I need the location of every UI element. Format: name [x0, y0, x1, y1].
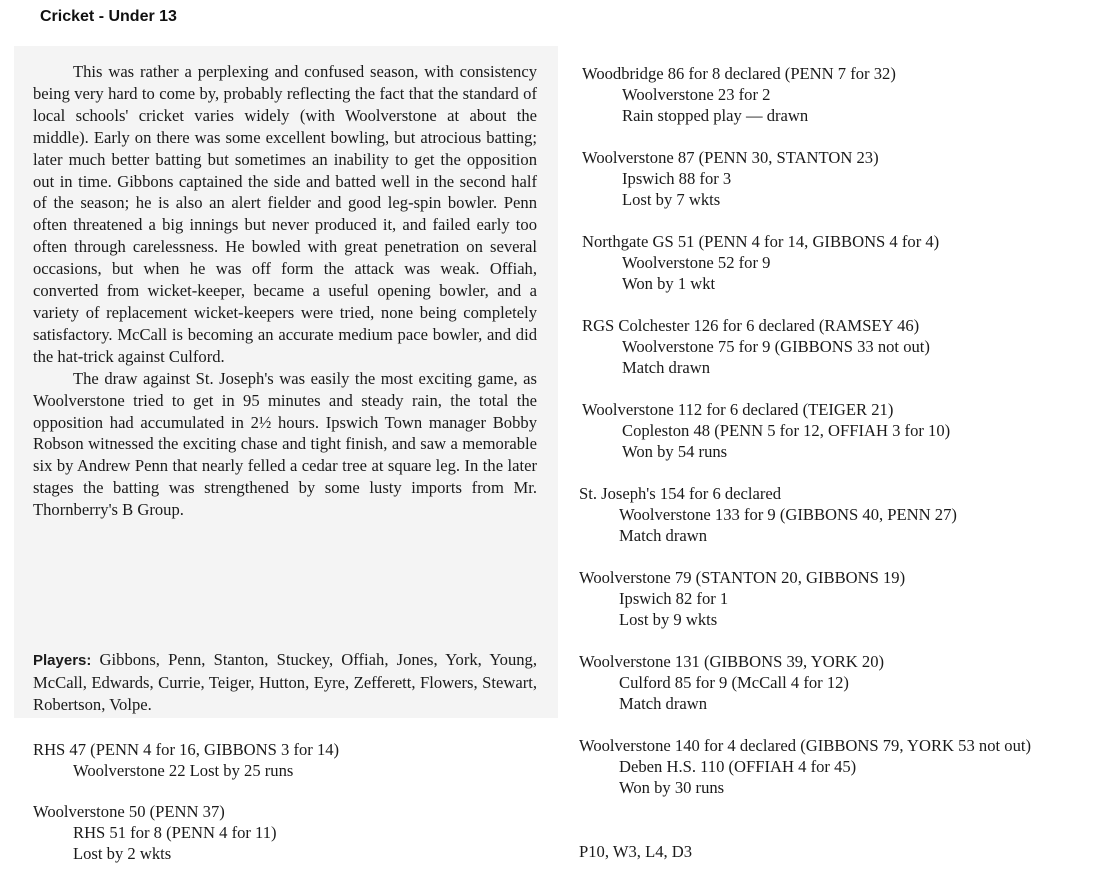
match-line: Won by 30 runs: [619, 778, 725, 797]
match-line: Lost by 9 wkts: [619, 610, 718, 629]
match-line: Woolverstone 22 Lost by 25 runs: [73, 761, 294, 780]
match-line: Lost by 2 wkts: [73, 844, 172, 863]
match-line: Won by 1 wkt: [622, 274, 716, 293]
match-line: Woolverstone 131 (GIBBONS 39, YORK 20): [579, 652, 885, 671]
match-result: [582, 63, 896, 126]
match-line: RGS Colchester 126 for 6 declared (RAMSEY 46): [582, 316, 920, 335]
season-summary: P10, W3, L4, D3: [579, 842, 693, 861]
match-line: Woolverstone 87 (PENN 30, STANTON 23): [582, 148, 879, 167]
match-result: [579, 735, 1084, 798]
report-paragraph: The draw against St. Joseph's was easily the most exciting game, as Woolverstone tried to get in 95 minutes and steady rain, the total the opposition had accumulated in 2½ hours. Ipswich Town manager Bobby Robson witnessed the exciting chase and tight finish, and saw a memorable six by Andrew Penn that nearly felled a cedar tree at square leg. In the later stages the batting was strengthened by some lusty imports from Mr. Thornberry's B Group.: [33, 368, 537, 520]
match-result: [33, 739, 339, 781]
match-line: St. Joseph's 154 for 6 declared: [579, 484, 782, 503]
match-line: Ipswich 88 for 3: [622, 169, 732, 188]
match-result: [579, 651, 884, 714]
match-line: Woolverstone 75 for 9 (GIBBONS 33 not out): [622, 337, 930, 356]
page-title: Cricket - Under 13: [40, 8, 177, 25]
match-result: [582, 315, 930, 378]
players-list: [33, 649, 537, 716]
match-line: Woolverstone 50 (PENN 37): [33, 802, 225, 821]
players-label: Players:: [33, 652, 92, 669]
match-line: Match drawn: [619, 526, 708, 545]
match-result: [579, 483, 957, 546]
match-result: [579, 567, 905, 630]
match-result: [33, 801, 277, 864]
match-line: Woolverstone 79 (STANTON 20, GIBBONS 19): [579, 568, 906, 587]
match-line: Northgate GS 51 (PENN 4 for 14, GIBBONS 4 for 4): [582, 232, 940, 251]
report-paragraph: This was rather a perplexing and confused season, with consistency being very hard to come by, probably reflecting the fact that the standard of local schools' cricket varies widely (with Woolverstone at about the middle). Early on there was some excellent bowling, but atrocious batting; later much better batting but sometimes an inability to get the opposition out in time. Gibbons captained the side and batted well in the second half of the season; he is also an alert fielder and good leg-spin bowler. Penn often threatened a big innings but never produced it, and failed early too often through carelessness. He bowled with great penetration on several occasions, but when he was off form the attack was weak. Offiah, converted from wicket-keeper, became a useful opening bowler, and a variety of replacement wicket-keepers were tried, none being completely satisfactory. McCall is becoming an accurate medium pace bowler, and did the hat-trick against Culford.: [33, 62, 537, 366]
match-result: [582, 147, 879, 210]
match-line: Match drawn: [619, 694, 708, 713]
match-line: Ipswich 82 for 1: [619, 589, 729, 608]
match-result: [582, 231, 939, 294]
match-line: Woolverstone 112 for 6 declared (TEIGER 21): [582, 400, 894, 419]
match-line: Won by 54 runs: [622, 442, 728, 461]
match-line: Woolverstone 23 for 2: [622, 85, 771, 104]
match-line: Lost by 7 wkts: [622, 190, 721, 209]
match-line: Woodbridge 86 for 8 declared (PENN 7 for 32): [582, 64, 896, 83]
season-report: [33, 61, 537, 521]
match-line: Match drawn: [622, 358, 711, 377]
match-line: Deben H.S. 110 (OFFIAH 4 for 45): [619, 757, 857, 776]
match-line: Rain stopped play — drawn: [622, 106, 809, 125]
match-line: RHS 47 (PENN 4 for 16, GIBBONS 3 for 14): [33, 740, 340, 759]
match-line: Woolverstone 133 for 9 (GIBBONS 40, PENN 27): [619, 505, 957, 524]
match-line: Copleston 48 (PENN 5 for 12, OFFIAH 3 for 10): [622, 421, 951, 440]
match-line: Woolverstone 140 for 4 declared (GIBBONS 79, YORK 53 not out): [579, 736, 1032, 755]
match-line: Woolverstone 52 for 9: [622, 253, 771, 272]
match-result: [582, 399, 950, 462]
match-line: RHS 51 for 8 (PENN 4 for 11): [73, 823, 277, 842]
match-line: Culford 85 for 9 (McCall 4 for 12): [619, 673, 849, 692]
players-names: Gibbons, Penn, Stanton, Stuckey, Offiah, Jones, York, Young, McCall, Edwards, Currie, Teiger, Hutton, Eyre, Zefferett, Flowers, Stewart, Robertson, Volpe.: [33, 650, 537, 714]
